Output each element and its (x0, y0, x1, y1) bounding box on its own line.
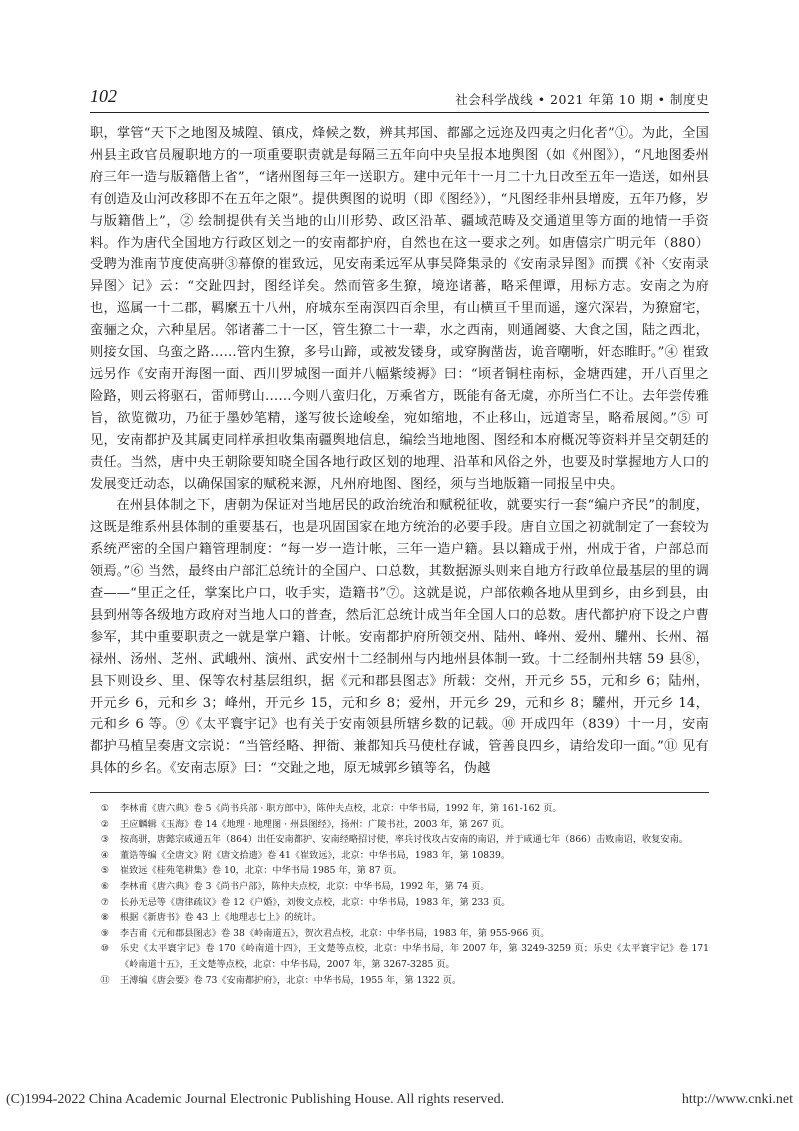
footnote-text: 王溥编《唐会要》卷 73《安南都护府》，北京：中华书局，1955 年，第 1322 页。 (120, 974, 462, 986)
footnote-mark: ⑩ (100, 943, 110, 955)
footnote (90, 910, 709, 926)
footnote-mark: ① (100, 803, 110, 814)
footnote-mark: ⑧ (100, 912, 110, 924)
footnote (90, 926, 709, 942)
copyright-notice: (C)1994-2022 China Academic Journal Electronic Publishing House. All rights reserved. (6, 1092, 505, 1107)
page-number: 102 (90, 86, 117, 106)
page-header (90, 82, 709, 113)
footnote-text: 李吉甫《元和郡县图志》卷 38《岭南道五》，贺次君点校，北京：中华书局，1983 年，第 955-966 页。 (120, 927, 550, 939)
footnote-mark: ④ (100, 849, 110, 861)
cnki-link[interactable]: http://www.cnki.net (681, 1092, 793, 1107)
footnote (90, 973, 709, 989)
body-text (90, 123, 709, 780)
footnote-text: 崔致远《桂苑笔耕集》卷 10，北京：中华书局 1985 年，第 87 页。 (120, 865, 402, 877)
paragraph: 在州县体制之下，唐朝为保证对当地居民的政治统治和赋税征收，就要实行一套“编户齐民”的制度，这既是维系州县体制的重要基石，也是巩固国家在地方统治的必要手段。唐自立国之初就制定了一套较为系统严密的全国户籍管理制度：“每一岁一造计帐，三年一造户籍。县以籍成于州，州成于省，户部总而领焉。”⑥ 当然，最终由户部汇总统计的全国户、口总数，其数据源头则来自地方行政单位最基层的里的调查——“里正之任，掌案比户口，收手实，造籍书”⑦。这就是说，户部依赖各地从里到乡，由乡到县，由县到州等各级地方政府对当地人口的普查，然后汇总统计成当年全国人口的总数。唐代都护府下设之户曹参军，其中重要职责之一就是掌户籍、计帐。安南都护府所领交州、陆州、峰州、爱州、驩州、长州、福禄州、汤州、芝州、武峨州、演州、武安州十二经制州与内地州县体制一致。十二经制州共辖 59 县⑧，县下则设乡、里、保等农村基层组织，据《元和郡县图志》所载：交州，开元乡 55，元和乡 6；陆州，开元乡 6，元和乡 3；峰州，开元乡 15，元和乡 8；爱州，开元乡 29，元和乡 8；驩州，开元乡 14，元和乡 6 等。⑨《太平寰宇记》也有关于安南领县所辖乡数的记载。⑩ 开成四年（839）十一月，安南都护马植呈奏唐文宗说：“当管经略、押衙、兼都知兵马使杜存诚，管善良四乡，请给发印一面。”⑪ 见有具体的乡名。《安南志原》曰：“交趾之地，原无城郭乡镇等名，伪越 (90, 498, 709, 777)
footnote-text: 乐史《太平寰宇记》卷 170《岭南道十四》，王文楚等点校，北京：中华书局，年 2007 年，第 3249-3259 页；乐史《太平寰宇记》卷 171《岭南道十五》，王文楚等点校，北京：中华书局，2007 年，第 3267-3285 页。 (120, 943, 709, 970)
footnote (90, 863, 709, 879)
footnote-mark: ⑤ (100, 865, 110, 877)
footnote (90, 879, 709, 895)
footnote (90, 848, 709, 864)
footnote (90, 941, 709, 972)
footnote-text: 李林甫《唐六典》卷 5《尚书兵部 · 职方郎中》，陈仲夫点校，北京：中华书局，1992 年，第 161-162 页。 (120, 803, 562, 814)
footnote-text: 董诰等编《全唐文》附《唐文拾遗》卷 41《崔致远》，北京：中华书局，1983 年，第 10839。 (120, 849, 511, 861)
footnote (90, 817, 709, 833)
page-footer (6, 1092, 793, 1108)
footnote-mark: ⑥ (100, 880, 110, 892)
footnote (90, 801, 709, 817)
footnote-text: 王应麟辑《玉海》卷 14《地理 · 地理图 · 州县图经》，扬州：广陵书社，2003 年，第 267 页。 (120, 818, 510, 830)
footnotes (90, 792, 709, 988)
paragraph: 职，掌管“天下之地图及城隍、镇戍，烽候之数，辨其邦国、都鄙之远迩及四夷之归化者”①。为此，全国州县主政官员履职地方的一项重要职责就是每隔三五年向中央呈报本地舆图（如《州图》），“凡地图委州府三年一造与版籍偕上省”，“诸州图每三年一送职方。建中元年十一月二十九日改至五年一造送，如州县有创造及山河改移即不在五年之限”。提供舆图的说明（即《图经》），“凡图经非州县增废，五年乃修，岁与版籍偕上”，② 绘制提供有关当地的山川形势、政区沿革、疆域范畴及交通道里等方面的地情一手资料。作为唐代全国地方行政区划之一的安南都护府，自然也在这一要求之列。如唐僖宗广明元年（880）受聘为淮南节度使高骈③幕僚的崔致远，见安南柔远军从事吴降集录的《安南录异图》而撰《补〈安南录异图〉记》云：“交趾四封，图经详矣。然而管多生獠，境迩诸蕃，略采俚谭，用标方志。安南之为府也，巡属一十二郡，羁縻五十八州，府城东至南溟四百余里，有山横亘千里而遥，邃穴深岩，为獠窟宅，蛮骊之众，六种星居。邻诸蕃二十一区，管生獠二十一辈，水之西南，则通阇婆、大食之国，陆之西北，则接女国、乌蛮之路……管内生獠，多号山蹄，或被发镂身，或穿胸凿齿，诡音嘲哳，奸态睢盱。”④ 崔致远另作《安南开海图一面、西川罗城图一面并八幅紫绫褥》曰：“顷者铜柱南标，金塘西建，开八百里之险路，则云将驱石，雷师劈山……今则八蛮归化，万乘省方，既能有备无虞，亦所当仁不让。去年尝传雅旨，欲览微功，乃征于墨妙笔精，遂写彼长途峻垒，宛如缩地，不止移山，远道寄呈，略希展阅。”⑤ 可见，安南都护及其属吏同样承担收集南疆舆地信息，编绘当地地图、图经和本府概况等资料并呈交朝廷的责任。当然，唐中央王朝除要知晓全国各地行政区划的地理、沿革和风俗之外，也要及时掌握地方人口的发展变迁动态，以确保国家的赋税来源，凡州府地图、图经，须与当地版籍一同报呈中央。 (90, 126, 709, 492)
footnote-mark: ⑪ (100, 974, 110, 986)
footnote-mark: ⑨ (100, 927, 110, 939)
footnote-mark: ② (100, 818, 110, 830)
footnote-text: 根据《新唐书》卷 43 上《地理志七上》的统计。 (120, 912, 322, 924)
footnote-text: 长孙无忌等《唐律疏议》卷 12《户婚》，刘俊文点校，北京：中华书局，1983 年，第 233 页。 (120, 896, 511, 908)
footnote-mark: ⑦ (100, 896, 110, 908)
footnote-mark: ③ (100, 834, 110, 846)
footnote-text: 按高骈，唐懿宗咸通五年（864）出任安南都护、安南经略招讨使，率兵讨伐攻占安南的南诏，并于咸通七年（866）击败南诏，收复安南。 (120, 834, 688, 846)
footnote-text: 李林甫《唐六典》卷 3《尚书户部》，陈仲夫点校，北京：中华书局，1992 年，第 74 页。 (120, 880, 490, 892)
footnote (90, 895, 709, 911)
running-head: 社会科学战线 • 2021 年第 10 期 • 制度史 (455, 92, 709, 107)
footnote (90, 832, 709, 848)
